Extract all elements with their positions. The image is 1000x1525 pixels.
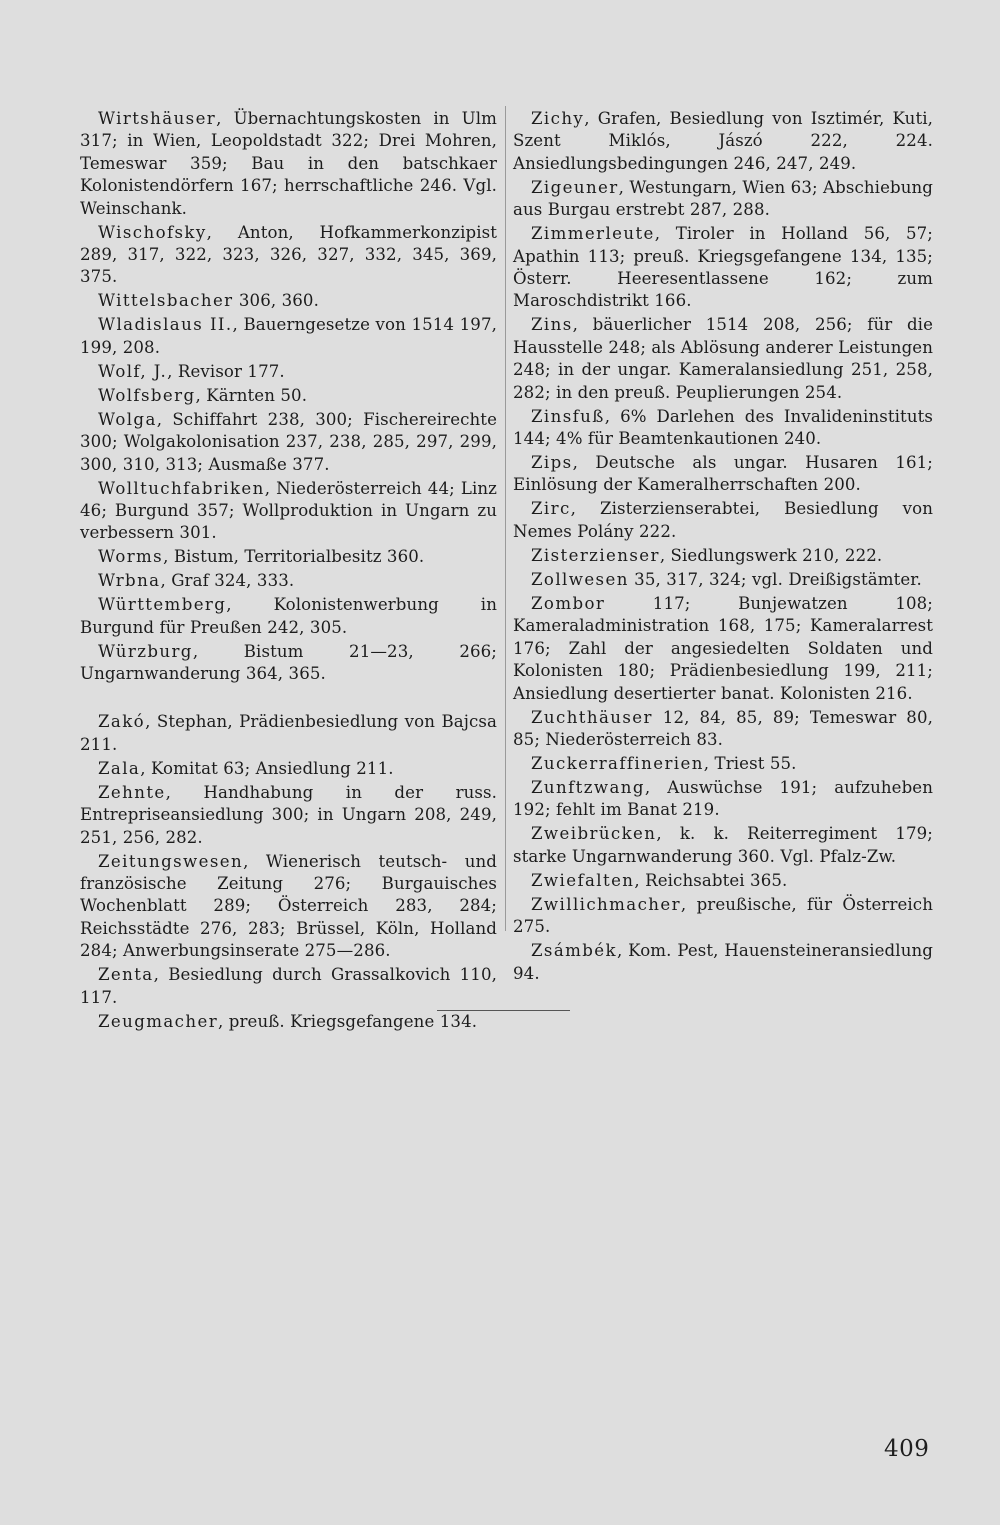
index-headword: Wolf, J. — [98, 361, 168, 381]
index-references: , Revisor 177. — [167, 361, 285, 381]
index-entry — [80, 290, 497, 312]
index-references: , Bistum, Territorialbesitz 360. — [163, 547, 425, 567]
index-references: , Triest 55. — [703, 753, 797, 773]
index-entry — [513, 777, 933, 822]
index-entry — [80, 546, 497, 568]
page-number: 409 — [884, 1436, 930, 1462]
index-headword: Württemberg — [98, 595, 227, 615]
index-references: , Deutsche als ungar. Husaren 161; Einlösung der Kameralherrschaften 200. — [513, 453, 933, 495]
index-references: , Kolonistenwerbung in Burgund für Preußen 242, 305. — [80, 595, 497, 637]
index-references: , Tiroler in Holland 56, 57; Apathin 113; preuß. Kriegsgefangene 134, 135; Österr. Heeresentlassene 162; zum Maroschdistrikt 166. — [513, 224, 933, 311]
index-headword: Wolga — [98, 409, 157, 429]
index-entry — [80, 409, 497, 476]
index-entry — [513, 569, 933, 591]
index-headword: Wirtshäuser — [98, 109, 217, 128]
column-divider — [505, 106, 506, 931]
index-entry — [80, 314, 497, 359]
index-references: , Bauerngesetze von 1514 197, 199, 208. — [80, 315, 497, 357]
index-headword: Zenta — [98, 965, 154, 985]
index-references: , Anton, Hofkammerkonzipist 289, 317, 322, 323, 326, 327, 332, 345, 369, 375. — [80, 222, 497, 287]
letter-section-gap — [80, 687, 497, 711]
index-headword: Zichy — [531, 109, 585, 128]
index-entry — [513, 940, 933, 985]
index-entry — [80, 478, 497, 545]
index-headword: Zins — [531, 315, 573, 335]
index-entry — [80, 222, 497, 289]
index-headword: Zwillichmacher — [531, 894, 681, 914]
index-headword: Zirc — [531, 499, 571, 519]
index-entry — [80, 361, 497, 383]
index-headword: Zuchthäuser — [531, 707, 653, 727]
index-headword: Worms — [98, 547, 164, 567]
index-references: 306, 360. — [233, 291, 319, 311]
index-entry — [513, 894, 933, 939]
index-references: , preußische, für Österreich 275. — [513, 894, 933, 937]
index-references: , Bistum 21—23, 266; Ungarnwanderung 364, 365. — [80, 641, 497, 684]
index-headword: Zunftzwang — [531, 777, 645, 797]
index-headword: Zombor — [531, 593, 606, 613]
index-headword: Zisterzienser — [531, 545, 660, 565]
index-headword: Wolltuchfabriken — [98, 478, 265, 498]
index-headword: Zigeuner — [531, 177, 619, 197]
index-references: , Siedlungswerk 210, 222. — [659, 545, 883, 565]
index-entry — [80, 782, 497, 849]
index-references: , preuß. Kriegsgefangene 134. — [218, 1011, 478, 1031]
index-references: , bäuerlicher 1514 208, 256; für die Hausstelle 248; als Ablösung anderer Leistungen 248; in der ungar. Kameralansiedlung 251, 258, 282; in den preuß. Peuplierungen 254. — [513, 315, 934, 402]
index-entry — [513, 823, 933, 868]
index-entry — [513, 753, 933, 775]
index-entry — [80, 594, 497, 639]
index-entry — [80, 758, 497, 780]
index-entry — [513, 452, 933, 497]
index-references: , 6% Darlehen des Invalideninstituts 144; 4% für Beamtenkautionen 240. — [513, 406, 933, 449]
index-references: , Komitat 63; Ansiedlung 211. — [140, 758, 394, 778]
end-rule — [437, 1010, 570, 1011]
index-headword: Zeugmacher — [98, 1011, 219, 1031]
index-headword: Wischofsky — [98, 222, 207, 242]
index-headword: Zala — [98, 758, 141, 778]
index-references: , Reichsabtei 365. — [634, 870, 788, 890]
index-references: , Wienerisch teutsch- und französische Zeitung 276; Burgauisches Wochenblatt 289; Österreich 283, 284; Reichsstädte 276, 283; Brüssel, Köln, Holland 284; Anwerbungsinserate 275—286. — [80, 851, 497, 961]
index-references: , Handhabung in der russ. Entrepriseansiedlung 300; in Ungarn 208, 249, 251, 256, 282. — [80, 782, 497, 847]
index-headword: Zehnte — [98, 782, 166, 802]
index-entry — [80, 711, 497, 756]
index-headword: Zuckerraffinerien — [531, 753, 704, 773]
index-entry — [80, 570, 497, 592]
index-references: , Zisterzienserabtei, Besiedlung von Nemes Polány 222. — [513, 499, 933, 541]
index-headword: Zweibrücken — [531, 824, 657, 844]
index-headword: Zsámbék — [531, 941, 617, 961]
index-references: , Stephan, Prädienbesiedlung von Bajcsa 211. — [80, 712, 497, 754]
index-references: , Westungarn, Wien 63; Abschiebung aus Burgau erstrebt 287, 288. — [513, 177, 934, 220]
index-entry — [80, 851, 497, 963]
index-references: , k. k. Reiterregiment 179; starke Ungarnwanderung 360. Vgl. Pfalz-Zw. — [513, 824, 933, 866]
index-entry — [80, 108, 497, 220]
index-headword: Wrbna — [98, 571, 161, 591]
index-entry — [80, 1011, 497, 1033]
index-headword: Wittelsbacher — [98, 291, 234, 311]
index-references: , Auswüchse 191; aufzuheben 192; fehlt im Banat 219. — [513, 777, 933, 820]
index-references: , Grafen, Besiedlung von Isztimér, Kuti, Szent Miklós, Jászó 222, 224. Ansiedlungsbedingungen 246, 247, 249. — [513, 109, 933, 173]
index-headword: Zips — [531, 453, 573, 473]
index-entry — [513, 223, 933, 313]
index-references: , Graf 324, 333. — [160, 571, 295, 591]
index-references: , Niederösterreich 44; Linz 46; Burgund 357; Wollproduktion in Ungarn zu verbessern 301. — [80, 478, 497, 543]
index-references: , Schiffahrt 238, 300; Fischereirechte 300; Wolgakolonisation 237, 238, 285, 297, 299, 300, 310, 313; Ausmaße 377. — [80, 409, 497, 474]
left-index-column — [80, 108, 497, 1035]
index-entry — [513, 177, 933, 222]
index-headword: Wladislaus II. — [98, 315, 233, 335]
index-entry — [513, 870, 933, 892]
index-entry — [513, 707, 933, 752]
right-index-column — [513, 108, 933, 987]
index-references: 117; Bunjewatzen 108; Kameraladministration 168, 175; Kameralarrest 176; Zahl der angesiedelten Soldaten und Kolonisten 180; Prädienbesiedlung 199, 211; Ansiedlung desertierter banat. Kolonisten 216. — [513, 593, 933, 703]
index-entry — [513, 314, 933, 404]
index-headword: Zakó — [98, 712, 146, 732]
index-entry — [80, 964, 497, 1009]
index-entry — [513, 108, 933, 175]
index-headword: Zeitungswesen — [98, 851, 244, 871]
index-references: , Kom. Pest, Hauensteineransiedlung 94. — [513, 941, 933, 983]
index-references: , Kärnten 50. — [195, 385, 308, 405]
index-entry — [513, 593, 933, 705]
index-references: , Übernachtungskosten in Ulm 317; in Wien, Leopoldstadt 322; Drei Mohren, Temeswar 359; Bau in den batschkaer Kolonistendörfern 167; herrschaftliche 246. Vgl. Weinschank. — [80, 109, 497, 218]
index-headword: Würzburg — [98, 641, 193, 661]
index-headword: Zinsfuß — [531, 406, 605, 426]
index-entry — [513, 498, 933, 543]
index-references: 12, 84, 85, 89; Temeswar 80, 85; Niederösterreich 83. — [513, 707, 933, 749]
index-entry — [513, 545, 933, 567]
index-references: 35, 317, 324; vgl. Dreißigstämter. — [628, 569, 922, 589]
index-entry — [513, 406, 933, 451]
index-headword: Zollwesen — [531, 569, 629, 589]
index-entry — [80, 641, 497, 686]
index-headword: Zimmerleute — [531, 224, 655, 244]
index-entry — [80, 385, 497, 407]
index-headword: Wolfsberg — [98, 385, 196, 405]
index-headword: Zwiefalten — [531, 870, 635, 890]
index-references: , Besiedlung durch Grassalkovich 110, 117. — [80, 965, 497, 1007]
